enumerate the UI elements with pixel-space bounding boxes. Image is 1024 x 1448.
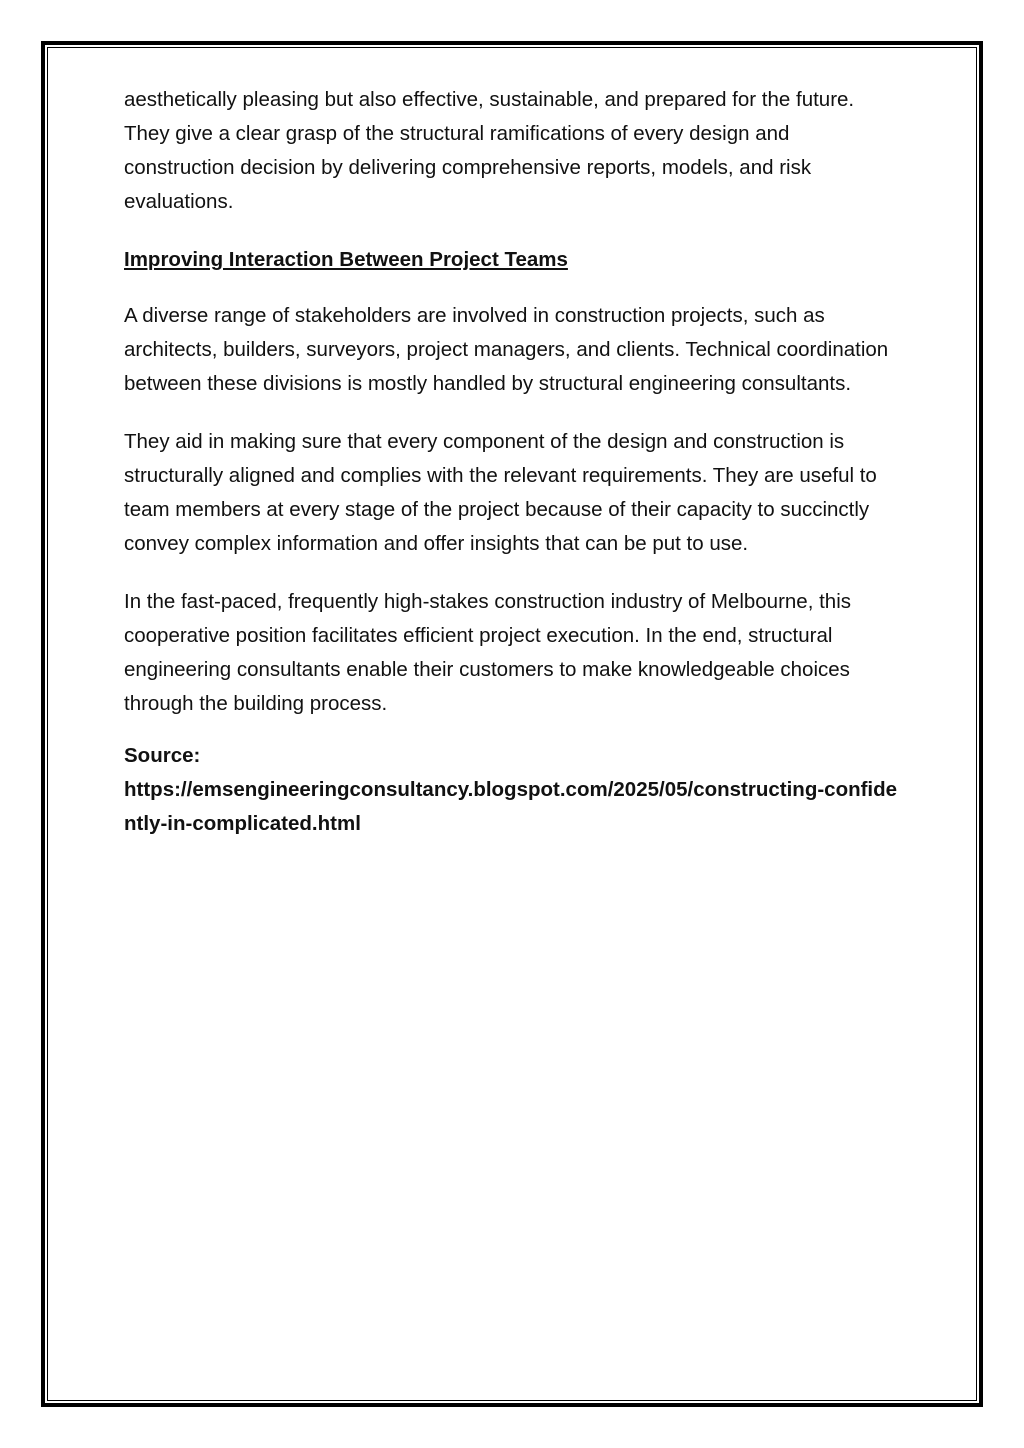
source-url: https://emsengineeringconsultancy.blogspot.com/2025/05/constructing-confidently-in-complicated.html (124, 778, 898, 835)
body-paragraph-1: A diverse range of stakeholders are involved in construction projects, such as architects, builders, surveyors, project managers, and clients. Technical coordination between these divisions is mostly handled by structural engineering consultants. (124, 304, 889, 395)
intro-paragraph: aesthetically pleasing but also effective, sustainable, and prepared for the future. They give a clear grasp of the structural ramifications of every design and construction decision by delivering comprehensive reports, models, and risk evaluations. (124, 88, 855, 213)
document-body (124, 83, 904, 841)
body-paragraph-3: In the fast-paced, frequently high-stakes construction industry of Melbourne, this cooperative position facilitates efficient project execution. In the end, structural engineering consultants enable their customers to make knowledgeable choices through the building process. (124, 590, 851, 715)
body-paragraph-2: They aid in making sure that every component of the design and construction is structurally aligned and complies with the relevant requirements. They are useful to team members at every stage of the project because of their capacity to succinctly convey complex information and offer insights that can be put to use. (124, 430, 877, 555)
source-block (124, 739, 904, 841)
section-heading: Improving Interaction Between Project Teams (124, 248, 568, 271)
source-label: Source: (124, 744, 201, 767)
